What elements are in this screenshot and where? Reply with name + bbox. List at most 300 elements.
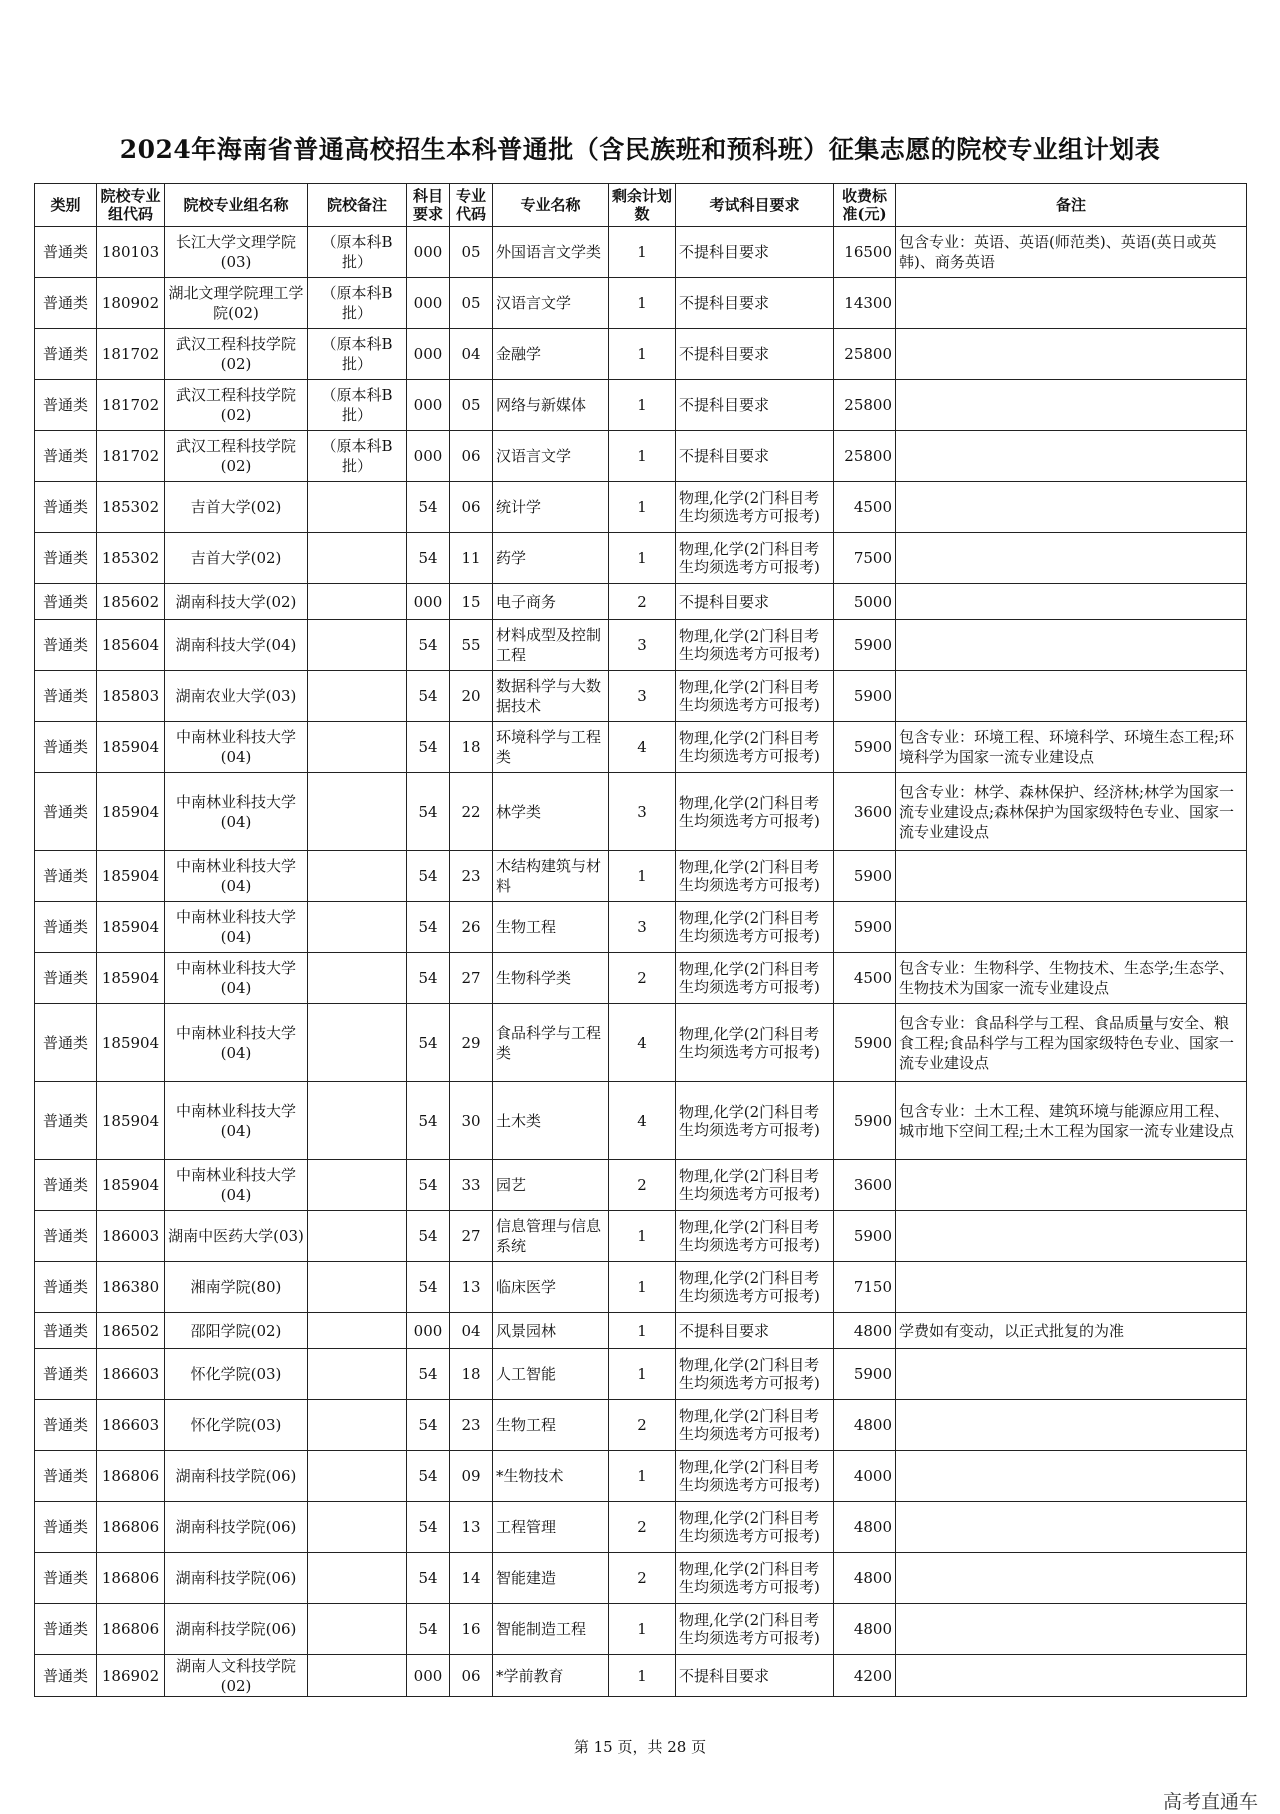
cell-exam-req-text: 物理,化学(2门科目考生均须选考方可报考) (679, 1024, 820, 1061)
header-subject-req: 科目要求 (407, 184, 450, 227)
cell-major-name-text: 智能制造工程 (496, 1620, 587, 1638)
cell-group-name-text: 怀化学院(03) (190, 1416, 282, 1434)
table-row (35, 953, 1247, 1004)
cell-exam-req (676, 1553, 834, 1604)
cell-major-name-text: 生物科学类 (496, 969, 572, 987)
table-row (35, 584, 1247, 620)
cell-subject-req-text: 000 (413, 592, 443, 611)
cell-group-name (165, 584, 308, 620)
cell-category-text: 普通类 (42, 969, 88, 987)
cell-school-note (308, 773, 407, 851)
cell-remaining (609, 482, 676, 533)
cell-exam-req (676, 773, 834, 851)
cell-category (35, 227, 97, 278)
cell-major-name (493, 851, 609, 902)
cell-major-code (450, 620, 493, 671)
header-major-code: 专业代码 (450, 184, 493, 227)
cell-fee (834, 584, 896, 620)
cell-category (35, 533, 97, 584)
cell-group-name-text: 湖南科技学院(06) (175, 1620, 297, 1638)
cell-category-text: 普通类 (42, 802, 88, 821)
cell-remaining (609, 1313, 676, 1349)
cell-group-code (97, 620, 165, 671)
cell-remaining-text: 3 (637, 687, 647, 705)
cell-major-name-text: 信息管理与信息系统 (496, 1217, 602, 1255)
cell-school-note (308, 584, 407, 620)
cell-exam-req-text: 物理,化学(2门科目考生均须选考方可报考) (679, 1102, 820, 1139)
cell-major-name-text: *学前教育 (496, 1666, 564, 1685)
cell-fee-text: 4200 (853, 1666, 892, 1685)
cell-category (35, 1451, 97, 1502)
cell-remaining-text: 2 (637, 1518, 647, 1536)
cell-group-code-text: 185302 (101, 498, 160, 516)
cell-group-name (165, 380, 308, 431)
cell-major-code-text: 06 (461, 1666, 481, 1685)
cell-subject-req-text: 000 (413, 345, 443, 363)
cell-remaining (609, 278, 676, 329)
cell-subject-req-text: 54 (418, 1278, 438, 1296)
cell-major-code-text: 06 (461, 447, 481, 465)
cell-major-name-text: 林学类 (496, 802, 542, 821)
cell-subject-req-text: 000 (413, 396, 443, 414)
cell-group-code-text: 181702 (101, 396, 160, 414)
cell-fee (834, 620, 896, 671)
cell-fee (834, 1160, 896, 1211)
cell-exam-req (676, 1262, 834, 1313)
cell-major-code-text: 18 (461, 1365, 481, 1383)
cell-group-code-text: 181702 (101, 447, 160, 465)
cell-remaining (609, 533, 676, 584)
cell-group-code (97, 1655, 165, 1697)
cell-group-name (165, 482, 308, 533)
cell-group-name-text: 湖北文理学院理工学院(02) (168, 284, 304, 322)
cell-remaining-text: 1 (637, 1321, 647, 1340)
cell-fee-text: 16500 (844, 243, 892, 261)
cell-category-text: 普通类 (42, 1416, 88, 1434)
cell-major-code-text: 20 (461, 687, 481, 705)
cell-subject-req (407, 620, 450, 671)
cell-remark-text: 包含专业：环境工程、环境科学、环境生态工程;环境科学为国家一流专业建设点 (899, 728, 1235, 766)
cell-fee (834, 1502, 896, 1553)
cell-remark (896, 902, 1247, 953)
cell-category (35, 1004, 97, 1082)
table-row (35, 773, 1247, 851)
cell-major-name (493, 380, 609, 431)
cell-major-name-text: 材料成型及控制工程 (496, 626, 602, 664)
cell-exam-req-text: 物理,化学(2门科目考生均须选考方可报考) (679, 1509, 820, 1545)
cell-remaining-text: 2 (637, 1176, 647, 1194)
cell-remaining (609, 1604, 676, 1655)
cell-exam-req (676, 380, 834, 431)
cell-major-code-text: 05 (461, 243, 481, 261)
table-row (35, 1451, 1247, 1502)
cell-fee-text: 5900 (853, 738, 892, 756)
cell-group-name (165, 1655, 308, 1697)
cell-category (35, 431, 97, 482)
cell-subject-req (407, 1349, 450, 1400)
header-remark: 备注 (896, 184, 1247, 227)
cell-school-note (308, 1502, 407, 1553)
cell-remaining-text: 1 (637, 1365, 647, 1383)
cell-group-code (97, 902, 165, 953)
cell-subject-req (407, 1502, 450, 1553)
cell-major-code-text: 04 (461, 1321, 481, 1340)
cell-subject-req-text: 54 (418, 1227, 438, 1245)
cell-subject-req (407, 1004, 450, 1082)
cell-group-code-text: 185604 (101, 636, 160, 654)
cell-group-name-text: 湖南农业大学(03) (175, 687, 297, 705)
cell-remaining-text: 1 (637, 1467, 647, 1485)
cell-major-code (450, 671, 493, 722)
cell-major-name-text: 工程管理 (496, 1518, 557, 1536)
table-row (35, 227, 1247, 278)
cell-fee-text: 4800 (853, 1620, 892, 1638)
cell-group-name (165, 329, 308, 380)
cell-school-note (308, 1160, 407, 1211)
cell-fee-text: 4800 (853, 1569, 892, 1587)
cell-group-name-text: 中南林业科技大学(04) (175, 1101, 296, 1140)
cell-category-text: 普通类 (42, 867, 88, 885)
cell-category-text: 普通类 (42, 1321, 88, 1340)
cell-fee (834, 1082, 896, 1160)
cell-group-name (165, 227, 308, 278)
cell-category (35, 482, 97, 533)
cell-major-code (450, 1451, 493, 1502)
cell-category (35, 1655, 97, 1697)
cell-remaining (609, 584, 676, 620)
cell-major-code (450, 431, 493, 482)
cell-major-name-text: 汉语言文学 (496, 447, 572, 465)
cell-remaining-text: 1 (637, 396, 647, 414)
cell-category-text: 普通类 (42, 447, 88, 465)
cell-group-code (97, 1451, 165, 1502)
cell-group-name-text: 吉首大学(02) (190, 498, 282, 516)
cell-remaining (609, 1004, 676, 1082)
cell-major-name (493, 722, 609, 773)
cell-category (35, 1604, 97, 1655)
cell-school-note-text: （原本科B批） (321, 335, 393, 373)
cell-group-name (165, 1604, 308, 1655)
cell-fee-text: 14300 (844, 294, 892, 312)
table-row (35, 722, 1247, 773)
cell-group-name-text: 湖南科技大学(02) (175, 592, 297, 611)
cell-major-name-text: 金融学 (496, 345, 542, 363)
cell-category (35, 773, 97, 851)
cell-subject-req (407, 482, 450, 533)
cell-fee (834, 380, 896, 431)
cell-major-code-text: 05 (461, 294, 481, 312)
cell-category (35, 1211, 97, 1262)
cell-exam-req-text: 物理,化学(2门科目考生均须选考方可报考) (679, 1218, 820, 1254)
cell-major-code-text: 13 (461, 1518, 481, 1536)
cell-remark (896, 584, 1247, 620)
cell-remaining-text: 2 (637, 592, 647, 611)
cell-remaining (609, 1400, 676, 1451)
cell-category-text: 普通类 (42, 1365, 88, 1383)
cell-remaining-text: 1 (637, 498, 647, 516)
header-group-code: 院校专业组代码 (97, 184, 165, 227)
cell-major-code-text: 11 (461, 549, 481, 567)
cell-exam-req (676, 1082, 834, 1160)
cell-group-code-text: 185904 (101, 738, 160, 756)
cell-group-code-text: 186806 (101, 1518, 160, 1536)
cell-remark (896, 1349, 1247, 1400)
cell-fee (834, 1451, 896, 1502)
cell-exam-req (676, 1160, 834, 1211)
cell-group-code (97, 1400, 165, 1451)
cell-subject-req (407, 1082, 450, 1160)
table-row (35, 1211, 1247, 1262)
cell-major-code (450, 1349, 493, 1400)
cell-group-code-text: 180103 (101, 243, 160, 261)
cell-exam-req-text: 物理,化学(2门科目考生均须选考方可报考) (679, 678, 820, 714)
cell-major-code (450, 380, 493, 431)
table-row (35, 620, 1247, 671)
cell-major-code (450, 1502, 493, 1553)
cell-major-code-text: 33 (461, 1176, 481, 1194)
cell-fee (834, 1262, 896, 1313)
cell-subject-req-text: 000 (413, 294, 443, 312)
cell-group-code-text: 186380 (101, 1278, 160, 1296)
cell-group-name (165, 278, 308, 329)
cell-subject-req (407, 1553, 450, 1604)
cell-remaining-text: 1 (637, 345, 647, 363)
cell-category-text: 普通类 (42, 1666, 88, 1685)
cell-group-name-text: 湘南学院(80) (190, 1278, 282, 1296)
cell-major-name (493, 1004, 609, 1082)
cell-remaining (609, 1553, 676, 1604)
cell-remaining (609, 902, 676, 953)
cell-fee (834, 1400, 896, 1451)
cell-remaining (609, 851, 676, 902)
cell-group-code-text: 186603 (101, 1365, 160, 1383)
cell-category-text: 普通类 (42, 1620, 88, 1638)
cell-major-code (450, 1262, 493, 1313)
table-row (35, 1502, 1247, 1553)
cell-fee (834, 902, 896, 953)
cell-exam-req (676, 620, 834, 671)
cell-exam-req-text: 不提科目要求 (679, 345, 770, 363)
cell-school-note (308, 1604, 407, 1655)
cell-major-code (450, 953, 493, 1004)
cell-group-code-text: 185302 (101, 549, 160, 567)
cell-school-note (308, 1400, 407, 1451)
cell-group-name-text: 湖南科技学院(06) (175, 1467, 297, 1485)
cell-school-note (308, 1655, 407, 1697)
cell-remark (896, 227, 1247, 278)
cell-category (35, 1262, 97, 1313)
cell-group-code (97, 482, 165, 533)
cell-fee-text: 5900 (853, 1033, 892, 1052)
cell-subject-req-text: 54 (418, 802, 438, 821)
cell-major-name (493, 431, 609, 482)
cell-fee-text: 4500 (853, 498, 892, 516)
cell-remark (896, 1262, 1247, 1313)
cell-group-name-text: 中南林业科技大学(04) (175, 857, 296, 895)
cell-fee-text: 7500 (853, 549, 892, 567)
cell-remaining-text: 2 (637, 1569, 647, 1587)
cell-exam-req-text: 不提科目要求 (679, 1321, 770, 1340)
cell-group-name (165, 431, 308, 482)
table-row (35, 851, 1247, 902)
cell-school-note (308, 671, 407, 722)
cell-school-note (308, 1349, 407, 1400)
cell-exam-req (676, 431, 834, 482)
cell-exam-req (676, 1400, 834, 1451)
cell-major-name (493, 278, 609, 329)
cell-group-name (165, 902, 308, 953)
cell-category-text: 普通类 (42, 549, 88, 567)
cell-fee (834, 1553, 896, 1604)
watermark: 高考直通车 (1162, 1791, 1258, 1813)
cell-exam-req (676, 1004, 834, 1082)
cell-major-code (450, 584, 493, 620)
cell-school-note (308, 851, 407, 902)
cell-major-code (450, 1553, 493, 1604)
cell-subject-req (407, 1160, 450, 1211)
cell-remark (896, 329, 1247, 380)
cell-fee-text: 5900 (853, 1111, 892, 1130)
cell-major-code (450, 902, 493, 953)
cell-group-name-text: 怀化学院(03) (190, 1365, 282, 1383)
cell-major-code-text: 13 (461, 1278, 481, 1296)
cell-fee (834, 1655, 896, 1697)
cell-major-code (450, 227, 493, 278)
cell-exam-req (676, 584, 834, 620)
cell-remaining (609, 1451, 676, 1502)
cell-school-note-text: （原本科B批） (321, 233, 393, 271)
cell-category (35, 722, 97, 773)
cell-group-code-text: 185904 (101, 969, 160, 987)
cell-group-code-text: 185904 (101, 802, 160, 821)
cell-subject-req (407, 278, 450, 329)
cell-subject-req-text: 000 (413, 1321, 443, 1340)
cell-major-code-text: 04 (461, 345, 481, 363)
cell-school-note (308, 1211, 407, 1262)
cell-major-code (450, 1655, 493, 1697)
cell-remaining (609, 773, 676, 851)
cell-major-code (450, 1313, 493, 1349)
cell-school-note (308, 1082, 407, 1160)
cell-group-name-text: 湖南科技大学(04) (175, 636, 297, 654)
table-row (35, 1553, 1247, 1604)
cell-fee-text: 4500 (853, 969, 892, 987)
cell-remaining-text: 1 (637, 1278, 647, 1296)
cell-school-note (308, 620, 407, 671)
cell-subject-req (407, 671, 450, 722)
cell-exam-req (676, 1313, 834, 1349)
cell-remaining (609, 953, 676, 1004)
cell-subject-req-text: 54 (418, 687, 438, 705)
cell-group-code-text: 186902 (101, 1666, 160, 1685)
cell-fee-text: 5900 (853, 636, 892, 654)
cell-remaining (609, 1349, 676, 1400)
cell-remaining-text: 1 (637, 1666, 647, 1685)
cell-group-name-text: 长江大学文理学院(03) (175, 233, 296, 271)
cell-remark (896, 773, 1247, 851)
table-body (35, 227, 1247, 1697)
cell-subject-req (407, 1313, 450, 1349)
cell-remaining (609, 227, 676, 278)
cell-fee-text: 4800 (853, 1321, 892, 1340)
cell-major-code (450, 1604, 493, 1655)
page-footer: 第 15 页，共 28 页 (573, 1738, 707, 1756)
cell-category-text: 普通类 (42, 1278, 88, 1296)
cell-category (35, 1349, 97, 1400)
cell-major-name (493, 620, 609, 671)
cell-group-code (97, 278, 165, 329)
cell-major-code-text: 26 (461, 918, 481, 936)
cell-category-text: 普通类 (42, 918, 88, 936)
cell-major-code (450, 1082, 493, 1160)
cell-fee (834, 329, 896, 380)
cell-fee-text: 5900 (853, 918, 892, 936)
cell-group-code (97, 773, 165, 851)
cell-group-name-text: 武汉工程科技学院(02) (175, 386, 296, 424)
cell-exam-req (676, 953, 834, 1004)
cell-group-code-text: 180902 (101, 294, 160, 312)
cell-remark (896, 1313, 1247, 1349)
cell-major-name-text: 生物工程 (496, 1416, 557, 1434)
cell-school-note (308, 1004, 407, 1082)
cell-exam-req-text: 不提科目要求 (679, 294, 770, 312)
cell-major-name (493, 1211, 609, 1262)
cell-major-name (493, 1160, 609, 1211)
cell-major-code-text: 09 (461, 1467, 481, 1485)
cell-category-text: 普通类 (42, 1569, 88, 1587)
cell-fee-text: 4000 (853, 1467, 892, 1485)
cell-remaining-text: 1 (637, 867, 647, 885)
cell-category-text: 普通类 (42, 592, 88, 611)
cell-fee (834, 482, 896, 533)
cell-fee (834, 671, 896, 722)
cell-major-code-text: 23 (461, 1416, 481, 1434)
table-row (35, 902, 1247, 953)
cell-fee (834, 773, 896, 851)
cell-group-code-text: 186806 (101, 1569, 160, 1587)
cell-major-name (493, 329, 609, 380)
cell-group-code (97, 431, 165, 482)
cell-group-name (165, 953, 308, 1004)
cell-fee-text: 4800 (853, 1518, 892, 1536)
cell-major-code (450, 533, 493, 584)
cell-major-name (493, 1451, 609, 1502)
header-category: 类别 (35, 184, 97, 227)
cell-exam-req-text: 物理,化学(2门科目考生均须选考方可报考) (679, 729, 820, 765)
cell-group-code (97, 851, 165, 902)
cell-subject-req (407, 773, 450, 851)
cell-exam-req-text: 不提科目要求 (679, 447, 770, 465)
cell-school-note (308, 482, 407, 533)
cell-major-code-text: 23 (461, 867, 481, 885)
cell-exam-req (676, 851, 834, 902)
cell-fee (834, 431, 896, 482)
table-row (35, 1313, 1247, 1349)
cell-major-name-text: 数据科学与大数据技术 (496, 677, 602, 715)
cell-group-name-text: 中南林业科技大学(04) (175, 1166, 296, 1204)
cell-group-name (165, 1400, 308, 1451)
cell-group-name-text: 吉首大学(02) (190, 549, 282, 567)
table-header-row (35, 184, 1247, 227)
cell-subject-req (407, 1451, 450, 1502)
cell-major-code-text: 14 (461, 1569, 481, 1587)
cell-fee-text: 5900 (853, 867, 892, 885)
cell-category-text: 普通类 (42, 1111, 88, 1130)
cell-major-code-text: 05 (461, 396, 481, 414)
cell-exam-req-text: 物理,化学(2门科目考生均须选考方可报考) (679, 858, 820, 894)
cell-major-name (493, 227, 609, 278)
cell-remark (896, 620, 1247, 671)
